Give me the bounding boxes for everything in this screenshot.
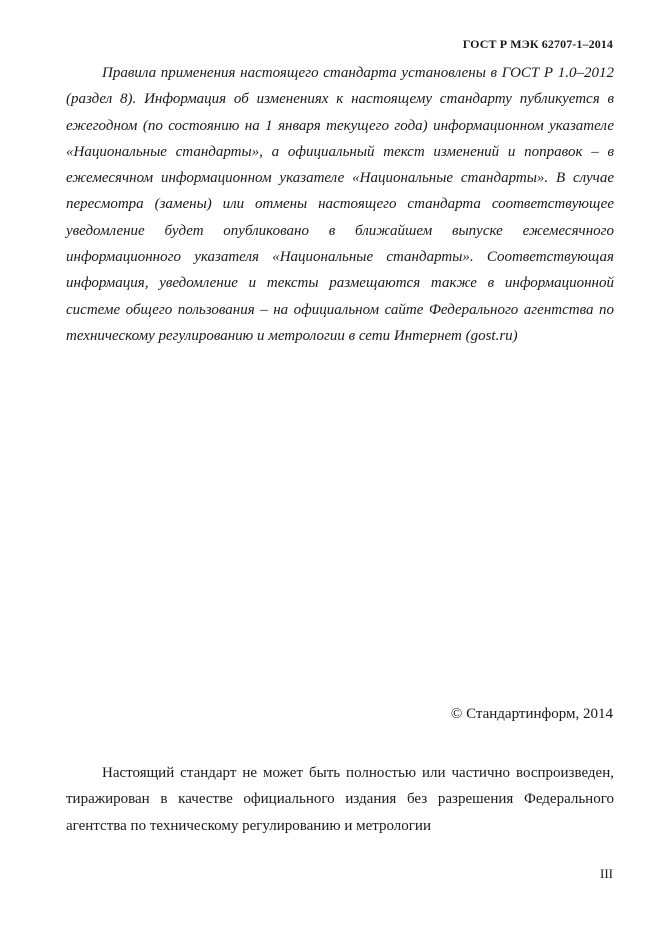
copyright-line: © Стандартинформ, 2014: [450, 706, 613, 722]
standard-application-notice: Правила применения настоящего стандарта установлены в ГОСТ Р 1.0–2012 (раздел 8). Информация об изменениях к настоящему стандарту публикуется в ежегодном (по состоянию на 1 января текущего года) информационном указателе «Национальные стандарты», а официальный текст изменений и поправок – в ежемесячном информационном указателе «Национальные стандарты». В случае пересмотра (замены) или отмены настоящего стандарта соответствующее уведомление будет опубликовано в ближайшем выпуске ежемесячного информационного указателя «Национальные стандарты». Соответствующая информация, уведомление и тексты размещаются также в информационной системе общего пользования – на официальном сайте Федерального агентства по техническому регулированию и метрологии в сети Интернет (gost.ru): [66, 65, 614, 344]
standard-code-header: ГОСТ Р МЭК 62707-1–2014: [462, 37, 613, 51]
page-number: III: [600, 866, 613, 881]
reproduction-restriction-notice: Настоящий стандарт не может быть полностью или частично воспроизведен, тиражирован в качестве официального издания без разрешения Федерального агентства по техническому регулированию и метрологии: [66, 765, 614, 834]
